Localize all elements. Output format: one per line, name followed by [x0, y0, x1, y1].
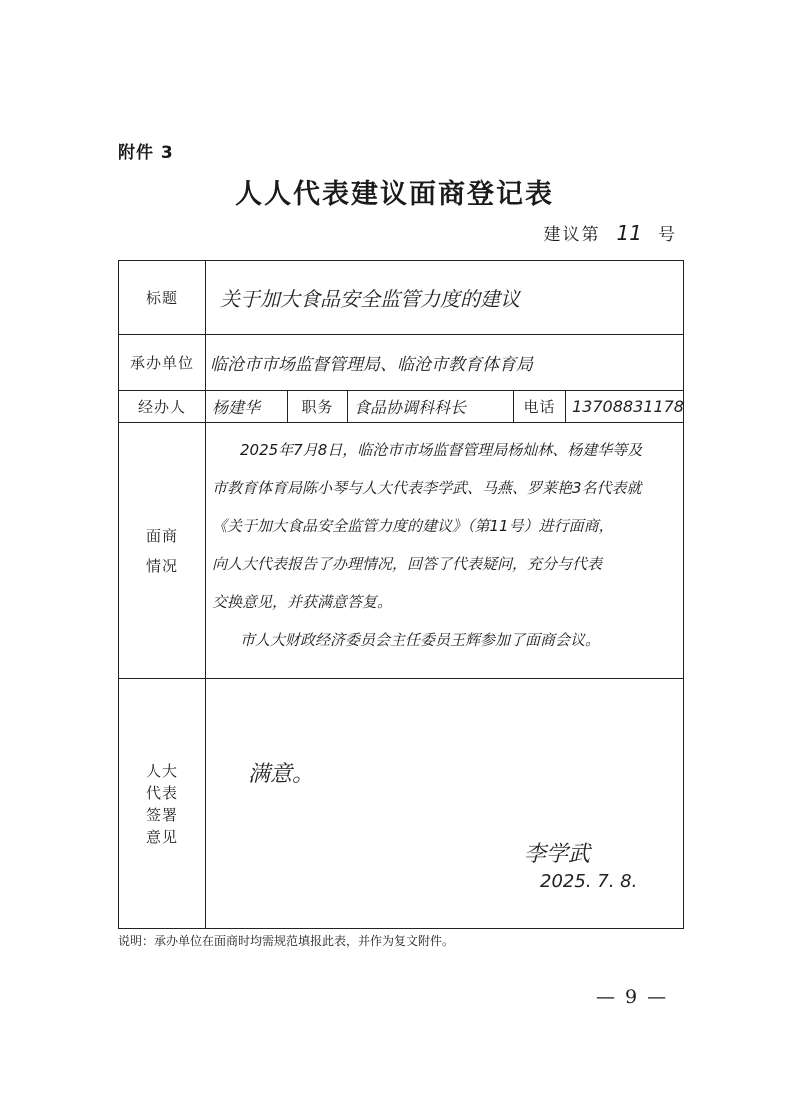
opinion-label [119, 679, 206, 929]
opinion-row [119, 679, 684, 929]
title-label: 标题 [119, 261, 206, 335]
position-label: 职务 [288, 391, 348, 423]
situation-line: 市人大财政经济委员会主任委员王辉参加了面商会议。 [240, 631, 601, 649]
footnote: 说明：承办单位在面商时均需规范填报此表，并作为复文附件。 [118, 934, 455, 948]
handler-label: 经办人 [119, 391, 206, 423]
position-value: 食品协调科科长 [348, 391, 514, 423]
page-title: 人人代表建议面商登记表 [235, 179, 554, 210]
situation-label-line2: 情况 [145, 556, 178, 575]
situation-line: 市教育体育局陈小琴与人大代表李学武、马燕、罗莱艳3名代表就 [212, 479, 642, 497]
opinion-label-line2: 代表 [145, 783, 178, 802]
situation-content [206, 423, 684, 679]
attachment-label: 附件 3 [118, 143, 174, 163]
opinion-label-line1: 人大 [145, 761, 178, 780]
situation-row [119, 423, 684, 679]
handler-row [119, 391, 684, 423]
suggestion-number-prefix: 建议第 [543, 225, 601, 245]
registration-form [118, 260, 684, 929]
phone-value: 13708831178 [566, 391, 684, 423]
situation-line: 2025年7月8日，临沧市市场监督管理局杨灿林、杨建华等及 [240, 441, 643, 459]
title-value: 关于加大食品安全监管力度的建议 [206, 261, 684, 335]
opinion-label-line4: 意见 [145, 827, 178, 846]
signature-date: 2025. 7. 8. [540, 871, 638, 892]
unit-row [119, 335, 684, 391]
situation-label [119, 423, 206, 679]
suggestion-number-suffix: 号 [658, 225, 677, 245]
suggestion-number-value: 11 [616, 221, 642, 245]
page-number: — 9 — [596, 986, 669, 1008]
opinion-label-line3: 签署 [145, 805, 178, 824]
opinion-content [206, 679, 684, 929]
phone-label: 电话 [514, 391, 566, 423]
opinion-text: 满意。 [248, 762, 315, 787]
unit-label: 承办单位 [119, 335, 206, 391]
title-row [119, 261, 684, 335]
situation-line: 《关于加大食品安全监管力度的建议》（第11号）进行面商， [212, 517, 614, 535]
representative-signature: 李学武 [524, 842, 591, 867]
situation-line: 向人大代表报告了办理情况，回答了代表疑问，充分与代表 [212, 555, 603, 573]
suggestion-number [544, 220, 677, 245]
situation-line: 交换意见，并获满意答复。 [212, 593, 393, 611]
situation-label-line1: 面商 [145, 526, 178, 545]
handler-value: 杨建华 [206, 391, 288, 423]
unit-value: 临沧市市场监督管理局、临沧市教育体育局 [206, 335, 684, 391]
